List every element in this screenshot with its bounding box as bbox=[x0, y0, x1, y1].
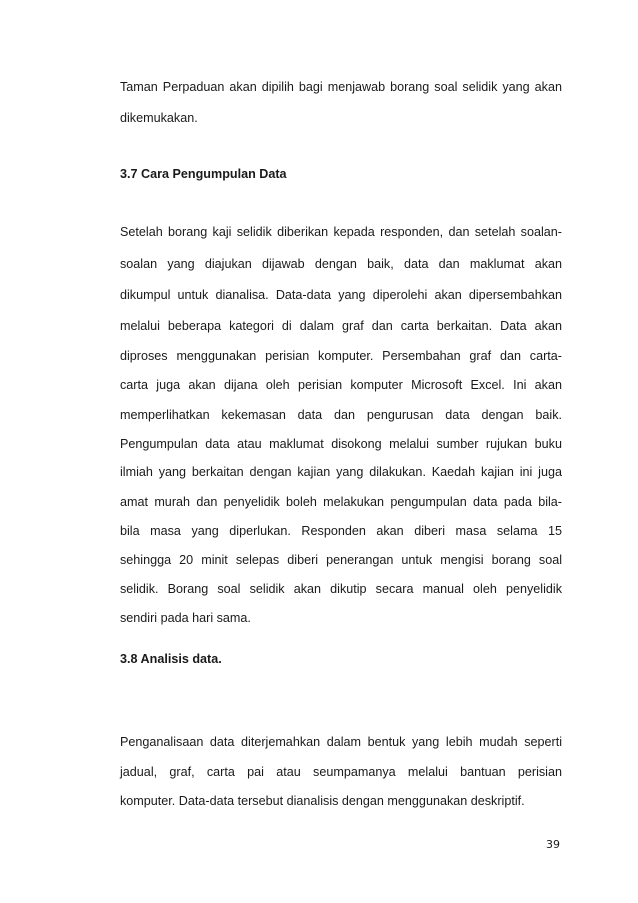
intro-line-1: Taman Perpaduan akan dipilih bagi menjawab borang soal selidik yang akan bbox=[120, 80, 562, 94]
section-3-7-line-6: carta juga akan dijana oleh perisian komputer Microsoft Excel. Ini akan bbox=[120, 378, 562, 392]
section-3-7-line-10: amat murah dan penyelidik boleh melakukan pengumpulan data pada bila- bbox=[120, 495, 562, 509]
page-number: 39 bbox=[546, 838, 560, 851]
section-3-7-line-7: memperlihatkan kekemasan data dan pengurusan data dengan baik. bbox=[120, 408, 562, 422]
section-3-7-line-8: Pengumpulan data atau maklumat disokong melalui sumber rujukan buku bbox=[120, 437, 562, 451]
section-3-7-heading: 3.7 Cara Pengumpulan Data bbox=[120, 167, 287, 181]
section-3-7-line-14: sendiri pada hari sama. bbox=[120, 611, 251, 625]
section-3-7-line-1: Setelah borang kaji selidik diberikan kepada responden, dan setelah soalan- bbox=[120, 225, 562, 239]
section-3-7-line-5: diproses menggunakan perisian komputer. Persembahan graf dan carta- bbox=[120, 349, 562, 363]
section-3-8-line-3: komputer. Data-data tersebut dianalisis dengan menggunakan deskriptif. bbox=[120, 794, 525, 808]
section-3-8-line-2: jadual, graf, carta pai atau seumpamanya melalui bantuan perisian bbox=[120, 765, 562, 779]
section-3-7-line-12: sehingga 20 minit selepas diberi penerangan untuk mengisi borang soal bbox=[120, 553, 562, 567]
section-3-7-line-4: melalui beberapa kategori di dalam graf dan carta berkaitan. Data akan bbox=[120, 319, 562, 333]
section-3-7-line-3: dikumpul untuk dianalisa. Data-data yang diperolehi akan dipersembahkan bbox=[120, 288, 562, 302]
section-3-7-line-13: selidik. Borang soal selidik akan dikutip secara manual oleh penyelidik bbox=[120, 582, 562, 596]
section-3-7-line-2: soalan yang diajukan dijawab dengan baik, data dan maklumat akan bbox=[120, 257, 562, 271]
section-3-8-line-1: Penganalisaan data diterjemahkan dalam bentuk yang lebih mudah seperti bbox=[120, 735, 562, 749]
section-3-7-line-9: ilmiah yang berkaitan dengan kajian yang dilakukan. Kaedah kajian ini juga bbox=[120, 465, 562, 479]
section-3-8-heading: 3.8 Analisis data. bbox=[120, 652, 222, 666]
intro-line-2: dikemukakan. bbox=[120, 111, 198, 125]
section-3-7-line-11: bila masa yang diperlukan. Responden akan diberi masa selama 15 bbox=[120, 524, 562, 538]
